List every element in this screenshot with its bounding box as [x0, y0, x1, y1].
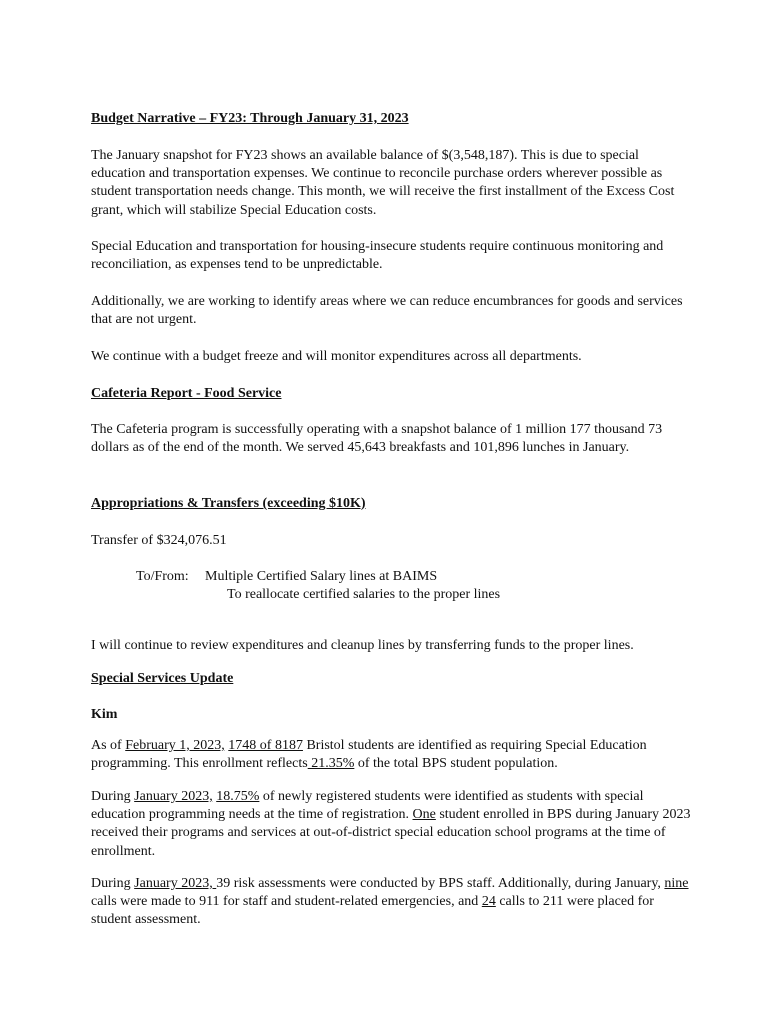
- transfer-purpose: To reallocate certified salaries to the proper lines: [227, 587, 501, 602]
- special-services-subheading: Kim: [91, 707, 118, 722]
- budget-paragraph-1: The January snapshot for FY23 shows an available balance of $(3,548,187). This is due to special education and transportation expenses. We continue to reconcile purchase orders wherever possible as student transportation needs change. This month, we will receive the first installment of the Excess Cost grant, which will stabilize Special Education costs.: [91, 148, 675, 218]
- underlined-month: January 2023,: [134, 789, 213, 804]
- underlined-count: 1748 of 8187: [228, 738, 303, 753]
- underlined-count: One: [412, 807, 436, 823]
- text-run: student enrolled in BPS during January 2023 received their programs and services at out-of-district special education school programs at the time of enrollment.: [91, 807, 691, 859]
- underlined-count: 24: [481, 894, 496, 910]
- text-run: of newly registered students were identified as students with special education programming needs at the time of registration.: [91, 789, 644, 823]
- budget-paragraph-4: We continue with a budget freeze and will monitor expenditures across all departments.: [91, 349, 582, 364]
- cafeteria-heading: Cafeteria Report - Food Service: [91, 386, 282, 401]
- text-run: of the total BPS student population.: [354, 756, 558, 772]
- underlined-date: February 1, 2023,: [125, 738, 225, 753]
- underlined-count: nine: [664, 876, 689, 891]
- budget-heading: Budget Narrative – FY23: Through January 31, 2023: [91, 111, 409, 126]
- text-run: During: [91, 789, 135, 804]
- budget-paragraph-3: Additionally, we are working to identify areas where we can reduce encumbrances for goods and services that are not urgent.: [91, 294, 683, 328]
- to-from-label: To/From:: [136, 569, 189, 584]
- underlined-month: January 2023,: [134, 876, 217, 891]
- text-run: calls to 211 were placed for student assessment.: [91, 894, 654, 928]
- to-from-value: Multiple Certified Salary lines at BAIMS: [205, 569, 438, 584]
- special-services-paragraph-1: [91, 737, 691, 773]
- cafeteria-paragraph: The Cafeteria program is successfully operating with a snapshot balance of 1 million 177 thousand 73 dollars as of the end of the month. We served 45,643 breakfasts and 101,896 lunches in January.: [91, 422, 663, 456]
- special-services-paragraph-2: [91, 788, 691, 861]
- text-run: As of: [91, 738, 126, 753]
- underlined-percent: 18.75%: [216, 789, 260, 804]
- text-run: During: [91, 876, 135, 891]
- appropriations-heading: Appropriations & Transfers (exceeding $10K): [91, 496, 366, 511]
- special-services-heading: Special Services Update: [91, 671, 234, 686]
- text-run: Bristol students are identified as requiring Special Education programming. This enrollment reflects: [91, 738, 647, 772]
- text-run: 39 risk assessments were conducted by BPS staff. Additionally, during January,: [216, 876, 665, 891]
- budget-paragraph-2: Special Education and transportation for housing-insecure students require continuous monitoring and reconciliation, as expenses tend to be unpredictable.: [91, 239, 664, 273]
- underlined-percent: 21.35%: [307, 756, 355, 772]
- text-run: calls were made to 911 for staff and student-related emergencies, and: [91, 894, 482, 910]
- transfer-amount: Transfer of $324,076.51: [91, 533, 227, 548]
- appropriations-closing: I will continue to review expenditures and cleanup lines by transferring funds to the proper lines.: [91, 638, 634, 653]
- special-services-paragraph-3: [91, 875, 691, 930]
